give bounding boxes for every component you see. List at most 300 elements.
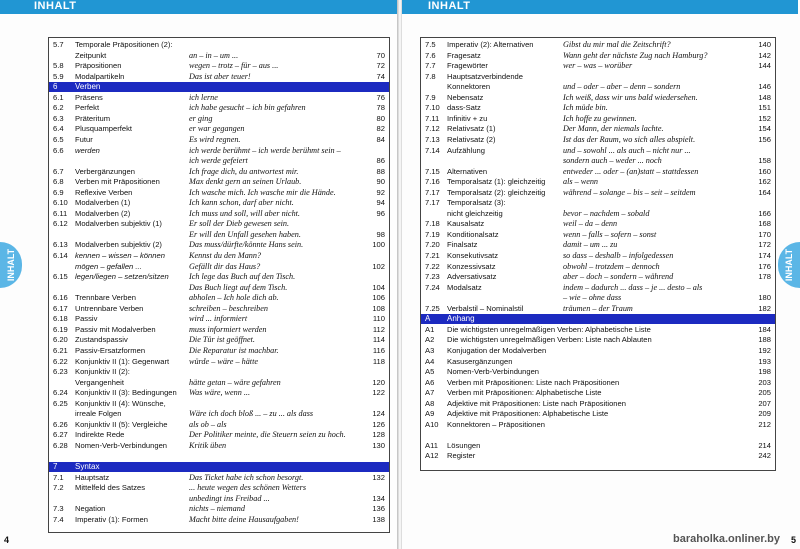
entry-page: 110 — [372, 314, 385, 324]
toc-entry — [421, 209, 775, 219]
right-page — [402, 0, 800, 549]
entry-title: Imperativ (2): Alternativen — [447, 40, 534, 49]
entry-title: Finalsatz — [447, 240, 478, 250]
toc-entry — [421, 304, 775, 314]
entry-example: würde – wäre – hätte — [189, 356, 258, 366]
entry-number: 5.9 — [53, 71, 64, 81]
entry-page: 182 — [758, 303, 771, 313]
entry-number: A10 — [425, 419, 439, 429]
entry-title: legen/liegen – setzen/sitzen — [75, 272, 169, 282]
entry-page: 116 — [372, 345, 385, 355]
entry-page: 212 — [758, 419, 771, 429]
toc-entry — [421, 420, 775, 430]
entry-page: 152 — [758, 113, 771, 123]
entry-example: sondern auch – weder ... noch — [563, 156, 662, 166]
entry-title: Konjugation der Modalverben — [447, 345, 547, 355]
entry-number: 6.12 — [53, 219, 68, 229]
entry-page: 205 — [758, 388, 771, 398]
entry-page: 126 — [372, 419, 385, 429]
entry-page: 168 — [758, 219, 771, 229]
entry-title: Nomen-Verb-Verbindungen — [75, 440, 168, 450]
entry-number: 6.6 — [53, 145, 64, 155]
entry-number: 7.3 — [53, 504, 64, 514]
page-number: 4 — [4, 535, 10, 545]
toc-entry — [49, 146, 389, 156]
toc-entry — [49, 357, 389, 367]
entry-example: Das Buch liegt auf dem Tisch. — [189, 282, 288, 292]
entry-page: 146 — [758, 82, 771, 92]
toc-entry — [421, 346, 775, 356]
entry-page: 82 — [376, 124, 385, 134]
toc-entry — [49, 346, 389, 356]
entry-example: ... heute wegen des schönen Wetters — [189, 483, 307, 493]
entry-title: Verben mit Präpositionen: Alphabetische Liste — [447, 388, 602, 398]
entry-title: Verben — [75, 82, 101, 92]
entry-number: A1 — [425, 324, 435, 334]
toc-entry — [49, 167, 389, 177]
toc-entry — [421, 367, 775, 377]
entry-number: 7.14 — [425, 145, 440, 155]
entry-example: wer – was – worüber — [563, 61, 633, 71]
entry-title: Konnektoren — [447, 82, 491, 92]
entry-number: 6.4 — [53, 124, 64, 134]
entry-example: Das muss/dürfte/könnte Hans sein. — [189, 240, 304, 250]
entry-page: 70 — [376, 50, 385, 60]
entry-example: Ich frage dich, du antwortest mir. — [189, 166, 299, 176]
entry-number: A11 — [425, 440, 438, 450]
entry-example: an – in – um ... — [189, 50, 239, 60]
header-bar — [402, 0, 798, 14]
toc-entry — [49, 240, 389, 250]
entry-number: 7.5 — [425, 40, 436, 49]
toc-entry — [49, 219, 389, 229]
toc-entry — [421, 388, 775, 398]
toc-entry — [49, 325, 389, 335]
entry-title: Verbergänzungen — [75, 166, 135, 176]
toc-entry — [49, 304, 389, 314]
toc-entry — [49, 124, 389, 134]
entry-page: 92 — [376, 187, 385, 197]
entry-example: Ist das der Raum, wo sich alles abspielt. — [563, 134, 696, 144]
entry-title: Modalverben (1) — [75, 198, 131, 208]
entry-title: Adversativsatz — [447, 272, 497, 282]
toc-entry — [421, 378, 775, 388]
entry-example: er ging — [189, 113, 213, 123]
entry-page: 124 — [372, 409, 385, 419]
entry-number: 6.20 — [53, 335, 68, 345]
toc-entry — [49, 40, 389, 50]
toc-entry — [49, 177, 389, 187]
entry-title: Temporale Präpositionen (2): — [75, 40, 173, 49]
toc-entry — [421, 293, 775, 303]
entry-title: Passiv mit Modalverben — [75, 324, 156, 334]
toc-entry — [421, 219, 775, 229]
entry-number: 6.2 — [53, 103, 64, 113]
entry-page: 203 — [758, 377, 771, 387]
toc-entry — [421, 283, 775, 293]
entry-title: Zeitpunkt — [75, 50, 107, 60]
entry-number: 6.19 — [53, 324, 68, 334]
entry-page: 104 — [372, 282, 385, 292]
entry-example: wenn – falls – sofern – sonst — [563, 229, 657, 239]
entry-example: Ich kann schon, darf aber nicht. — [189, 198, 294, 208]
toc-entry — [49, 335, 389, 345]
entry-page: 170 — [758, 229, 771, 239]
entry-number: 7.15 — [425, 166, 440, 176]
entry-page: 156 — [758, 134, 771, 144]
entry-number: 7.13 — [425, 134, 440, 144]
entry-title: kennen – wissen – können — [75, 251, 165, 260]
toc-entry — [49, 399, 389, 409]
entry-number: 6.14 — [53, 251, 68, 260]
entry-title: Register — [447, 451, 476, 461]
toc-entry — [421, 167, 775, 177]
entry-title: Die wichtigsten unregelmäßigen Verben: Alphabetische Liste — [447, 324, 651, 334]
entry-title: Adjektive mit Präpositionen: Liste nach Präpositionen — [447, 398, 626, 408]
toc-entry — [49, 262, 389, 272]
entry-page: 148 — [758, 92, 771, 102]
toc-entry — [49, 188, 389, 198]
entry-number: 7.8 — [425, 71, 436, 81]
toc-entry — [49, 378, 389, 388]
entry-example: – wie – ohne dass — [563, 293, 622, 303]
entry-page: 90 — [376, 177, 385, 187]
entry-title: Negation — [75, 504, 106, 514]
entry-page: 120 — [372, 377, 385, 387]
toc-entry — [49, 367, 389, 377]
entry-title: Untrennbare Verben — [75, 303, 144, 313]
entry-page: 209 — [758, 409, 771, 419]
toc-entry — [49, 103, 389, 113]
toc-entry — [421, 272, 775, 282]
toc-entry — [49, 473, 389, 483]
entry-number: A8 — [425, 398, 435, 408]
entry-example: bevor – nachdem – sobald — [563, 208, 650, 218]
entry-number: 7.17 — [425, 198, 440, 208]
entry-title: mögen – gefallen ... — [75, 261, 142, 271]
entry-title: Die wichtigsten unregelmäßigen Verben: Liste nach Ablauten — [447, 335, 652, 345]
entry-number: 6.7 — [53, 166, 64, 176]
entry-title: Lösungen — [447, 440, 481, 450]
entry-number: 7.10 — [425, 103, 440, 113]
section-header — [421, 314, 775, 324]
toc-entry — [421, 40, 775, 50]
toc-entry — [421, 61, 775, 71]
toc-entry — [421, 325, 775, 335]
toc-entry — [49, 441, 389, 451]
entry-page: 106 — [372, 293, 385, 303]
entry-number: 6.26 — [53, 419, 68, 429]
entry-number: 7.22 — [425, 261, 440, 271]
entry-page: 162 — [758, 177, 771, 187]
entry-example: Max denkt gern an seinen Urlaub. — [189, 177, 302, 187]
toc-entry — [49, 209, 389, 219]
toc-entry — [49, 272, 389, 282]
toc-entry — [49, 515, 389, 525]
entry-title: Mittelfeld des Satzes — [75, 483, 146, 493]
toc-entry — [49, 430, 389, 440]
entry-title: Fragesatz — [447, 50, 481, 60]
entry-page: 86 — [376, 156, 385, 166]
entry-title: Modalverben subjektiv (2) — [75, 240, 162, 250]
entry-example: indem – dadurch ... dass – je ... desto – als — [563, 282, 703, 292]
header-title: INHALT — [428, 0, 471, 12]
entry-number: 7.7 — [425, 61, 436, 71]
entry-example: damit – um ... zu — [563, 240, 618, 250]
entry-example: Kritik üben — [189, 440, 227, 450]
entry-example: Ich muss und soll, will aber nicht. — [189, 208, 300, 218]
entry-title: Konsekutivsatz — [447, 251, 499, 260]
entry-page: 128 — [372, 430, 385, 440]
entry-page: 140 — [758, 40, 771, 49]
entry-example: abholen – Ich hole dich ab. — [189, 293, 279, 303]
entry-page: 180 — [758, 293, 771, 303]
entry-number: 6.23 — [53, 367, 68, 377]
entry-page: 100 — [372, 240, 385, 250]
entry-title: Aufzählung — [447, 145, 485, 155]
entry-title: Alternativen — [447, 166, 488, 176]
entry-title: dass-Satz — [447, 103, 481, 113]
entry-title: Adjektive mit Präpositionen: Alphabetische Liste — [447, 409, 609, 419]
entry-title: Temporalsatz (2): gleichzeitig — [447, 187, 546, 197]
entry-page: 160 — [758, 166, 771, 176]
toc-entry — [49, 283, 389, 293]
entry-example: Die Tür ist geöffnet. — [189, 335, 255, 345]
entry-example: er war gegangen — [189, 124, 245, 134]
entry-title: Indirekte Rede — [75, 430, 125, 440]
toc-entry — [421, 103, 775, 113]
toc-entry — [421, 93, 775, 103]
left-page — [0, 0, 398, 549]
entry-number: 6.28 — [53, 440, 68, 450]
entry-number: 7 — [53, 462, 58, 471]
entry-number: 7.17 — [425, 187, 440, 197]
entry-number: 6.15 — [53, 272, 68, 282]
entry-number: 7.4 — [53, 514, 64, 524]
toc-entry — [421, 72, 775, 82]
entry-number: 5.7 — [53, 40, 64, 49]
toc-entry — [421, 399, 775, 409]
entry-page: 242 — [758, 451, 771, 461]
entry-title: Perfekt — [75, 103, 100, 113]
entry-number: A6 — [425, 377, 435, 387]
entry-title: Präteritum — [75, 113, 111, 123]
entry-page: 118 — [372, 356, 385, 366]
entry-example: Wäre ich doch bloß ... – zu ... als dass — [189, 409, 314, 419]
toc-entry — [421, 135, 775, 145]
entry-example: Der Mann, der niemals lachte. — [563, 124, 664, 134]
entry-number: 6.9 — [53, 187, 64, 197]
header-title: INHALT — [34, 0, 77, 12]
entry-title: Imperativ (1): Formen — [75, 514, 149, 524]
toc-entry — [49, 51, 389, 61]
entry-number: 7.11 — [425, 113, 440, 123]
entry-title: Trennbare Verben — [75, 293, 136, 303]
entry-number: 7.1 — [53, 472, 64, 482]
entry-page: 138 — [372, 514, 385, 524]
entry-number: 6.21 — [53, 345, 68, 355]
toc-entry — [49, 251, 389, 261]
entry-example: Ich wasche mich. Ich wasche mir die Hände. — [189, 187, 336, 197]
toc-entry — [421, 262, 775, 272]
entry-title: Vergangenheit — [75, 377, 124, 387]
entry-title: Futur — [75, 134, 93, 144]
side-tab-label: INHALT — [6, 248, 16, 282]
toc-entry — [421, 124, 775, 134]
entry-title: Anhang — [447, 314, 475, 324]
side-tab — [778, 242, 800, 288]
entry-title: Modalverben (2) — [75, 208, 131, 218]
entry-number: 6.22 — [53, 356, 68, 366]
entry-example: wird ... informiert — [189, 314, 248, 324]
entry-page: 198 — [758, 367, 771, 377]
entry-page: 184 — [758, 324, 771, 334]
entry-number: A4 — [425, 356, 435, 366]
entry-page: 84 — [376, 134, 385, 144]
entry-number: 6.5 — [53, 134, 64, 144]
entry-number: 6.10 — [53, 198, 68, 208]
entry-title: Relativsatz (1) — [447, 124, 496, 134]
toc-entry — [49, 494, 389, 504]
entry-number: 7.24 — [425, 282, 440, 292]
entry-example: so dass – deshalb – infolgedessen — [563, 251, 674, 260]
toc-entry — [421, 177, 775, 187]
toc-entry — [421, 240, 775, 250]
toc-entry — [421, 335, 775, 345]
entry-example: Gefällt dir das Haus? — [189, 261, 261, 271]
entry-example: Er soll der Dieb gewesen sein. — [189, 219, 290, 229]
toc-entry — [421, 82, 775, 92]
entry-number: A9 — [425, 409, 435, 419]
entry-example: entweder ... oder – (an)statt – stattdessen — [563, 166, 699, 176]
entry-number: 6.11 — [53, 208, 68, 218]
entry-page: 130 — [372, 440, 385, 450]
toc-entry — [421, 114, 775, 124]
entry-page: 74 — [376, 71, 385, 81]
toc-entry — [49, 483, 389, 493]
entry-title: Hauptsatzverbindende — [447, 71, 523, 81]
toc-entry — [421, 430, 775, 440]
entry-example: während – solange – bis – seit – seitdem — [563, 187, 696, 197]
entry-number: 5.8 — [53, 61, 64, 71]
entry-example: wegen – trotz – für – aus ... — [189, 61, 279, 71]
entry-example: Kennst du den Mann? — [189, 251, 262, 260]
entry-example: ich lerne — [189, 92, 218, 102]
entry-title: Zustandspassiv — [75, 335, 128, 345]
toc-entry — [421, 451, 775, 461]
entry-page: 176 — [758, 261, 771, 271]
entry-example: Was wäre, wenn ... — [189, 388, 251, 398]
toc-entry — [49, 72, 389, 82]
entry-page: 154 — [758, 124, 771, 134]
toc-entry — [421, 198, 775, 208]
entry-example: träumen – der Traum — [563, 303, 633, 313]
entry-title: Konjunktiv II (2): — [75, 367, 130, 377]
entry-page: 114 — [372, 335, 385, 345]
toc-entry — [49, 409, 389, 419]
entry-number: 6.17 — [53, 303, 68, 313]
toc-entry — [421, 146, 775, 156]
entry-number: 6.24 — [53, 388, 68, 398]
entry-title: Plusquamperfekt — [75, 124, 132, 134]
toc-entry — [49, 388, 389, 398]
entry-example: unbedingt ins Freibad ... — [189, 493, 270, 503]
toc-entry — [49, 420, 389, 430]
watermark: baraholka.onliner.by — [673, 533, 780, 545]
entry-page: 102 — [372, 261, 385, 271]
toc-box-right — [420, 37, 776, 471]
toc-entry — [421, 188, 775, 198]
entry-title: nicht gleichzeitig — [447, 208, 503, 218]
entry-title: irreale Folgen — [75, 409, 122, 419]
entry-title: Konjunktiv II (1): Gegenwart — [75, 356, 170, 366]
entry-title: Kasusergänzungen — [447, 356, 513, 366]
toc-entry — [421, 409, 775, 419]
entry-number: A7 — [425, 388, 435, 398]
entry-page: 136 — [372, 504, 385, 514]
entry-example: ich habe gesucht – ich bin gefahren — [189, 103, 306, 113]
toc-entry — [49, 198, 389, 208]
toc-entry — [421, 251, 775, 261]
entry-number: 6.1 — [53, 92, 64, 102]
entry-example: ich werde gefeiert — [189, 156, 248, 166]
entry-page: 134 — [372, 493, 385, 503]
entry-number: 6.18 — [53, 314, 68, 324]
entry-page: 214 — [758, 440, 771, 450]
toc-entry — [49, 93, 389, 103]
entry-title: Konjunktiv II (3): Bedingungen — [75, 388, 177, 398]
entry-page: 164 — [758, 187, 771, 197]
entry-example: Gibst du mir mal die Zeitschrift? — [563, 40, 671, 49]
entry-title: Konditionalsatz — [447, 229, 499, 239]
entry-page: 174 — [758, 251, 771, 260]
entry-title: Verbalstil – Nominalstil — [447, 303, 524, 313]
entry-page: 108 — [372, 303, 385, 313]
entry-number: A2 — [425, 335, 435, 345]
entry-page: 132 — [372, 472, 385, 482]
entry-title: Passiv-Ersatzformen — [75, 345, 146, 355]
entry-number: 7.6 — [425, 50, 436, 60]
toc-entry — [49, 293, 389, 303]
entry-number: A5 — [425, 367, 435, 377]
entry-page: 76 — [376, 92, 385, 102]
entry-title: Verben mit Präpositionen — [75, 177, 160, 187]
entry-number: 6.13 — [53, 240, 68, 250]
entry-page: 98 — [376, 229, 385, 239]
entry-title: Modalverben subjektiv (1) — [75, 219, 162, 229]
toc-entry — [49, 451, 389, 461]
entry-title: Passiv — [75, 314, 98, 324]
entry-page: 193 — [758, 356, 771, 366]
entry-example: Ich lege das Buch auf den Tisch. — [189, 272, 296, 282]
entry-page: 151 — [758, 103, 771, 113]
entry-number: A — [425, 314, 431, 324]
side-tab-label: INHALT — [784, 248, 794, 282]
entry-title: Temporalsatz (3): — [447, 198, 506, 208]
entry-number: 7.23 — [425, 272, 440, 282]
entry-example: als ob – als — [189, 419, 227, 429]
entry-example: Das ist aber teuer! — [189, 71, 251, 81]
entry-page: 144 — [758, 61, 771, 71]
entry-number: 6.8 — [53, 177, 64, 187]
entry-title: Nebensatz — [447, 92, 484, 102]
toc-entry — [421, 51, 775, 61]
entry-number: 6.3 — [53, 113, 64, 123]
entry-number: 7.9 — [425, 92, 436, 102]
entry-example: aber – doch – sondern – während — [563, 272, 674, 282]
entry-number: 7.18 — [425, 219, 440, 229]
toc-box-left — [48, 37, 390, 533]
